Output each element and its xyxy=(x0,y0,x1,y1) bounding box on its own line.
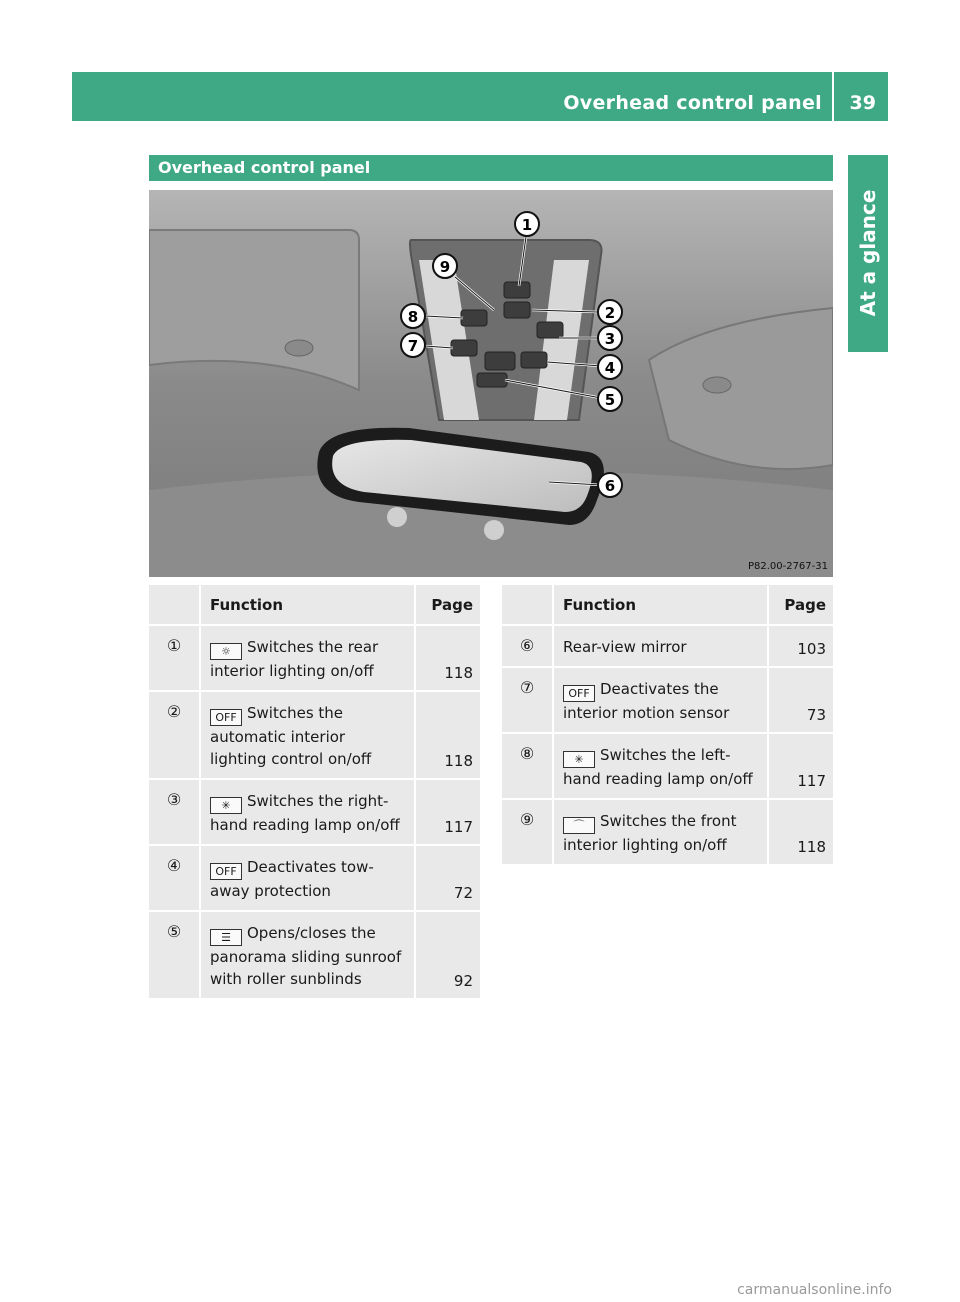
table-row xyxy=(149,912,480,1000)
page-reference: 103 xyxy=(769,626,833,668)
table-row xyxy=(149,692,480,780)
function-description-cell xyxy=(554,800,769,866)
function-description-cell xyxy=(201,780,416,846)
svg-text:1: 1 xyxy=(521,216,533,234)
page-reference: 118 xyxy=(416,626,480,692)
table-row xyxy=(149,846,480,912)
page-reference: 73 xyxy=(769,668,833,734)
auto-interior-light-off-icon: OFF xyxy=(210,709,242,726)
page-reference: 118 xyxy=(769,800,833,866)
svg-text:7: 7 xyxy=(407,337,419,355)
rear-interior-light-icon: ☼ xyxy=(210,643,242,660)
header-function: Function xyxy=(201,585,416,626)
header-function: Function xyxy=(554,585,769,626)
function-description-cell xyxy=(554,668,769,734)
svg-text:5: 5 xyxy=(604,391,616,409)
table-row xyxy=(502,668,833,734)
function-description: Switches the automatic interior lighting control on/off xyxy=(210,704,372,768)
reading-lamp-icon: ✳ xyxy=(563,751,595,768)
item-number: ⑦ xyxy=(502,668,554,734)
function-table-right xyxy=(502,585,833,866)
item-number: ④ xyxy=(149,846,201,912)
page-reference: 117 xyxy=(416,780,480,846)
callout-2 xyxy=(598,300,622,324)
callout-5 xyxy=(598,387,622,411)
function-description: Switches the left-hand reading lamp on/off xyxy=(563,746,753,788)
function-description-cell xyxy=(201,626,416,692)
sunroof-icon: ☰ xyxy=(210,929,242,946)
svg-text:6: 6 xyxy=(604,477,616,495)
item-number: ③ xyxy=(149,780,201,846)
chapter-tab xyxy=(848,155,888,352)
header-page: Page xyxy=(416,585,480,626)
callout-4 xyxy=(598,355,622,379)
svg-text:3: 3 xyxy=(604,330,616,348)
overhead-panel-photo xyxy=(149,190,833,577)
svg-text:4: 4 xyxy=(604,359,616,377)
page-header-bar xyxy=(72,72,888,121)
reading-lamp-icon: ✳ xyxy=(210,797,242,814)
section-title: Overhead control panel xyxy=(149,155,833,181)
function-description: Opens/closes the panorama sliding sunroof with roller sunblinds xyxy=(210,924,402,988)
item-number: ⑧ xyxy=(502,734,554,800)
function-description-cell xyxy=(554,626,769,668)
callout-3 xyxy=(598,326,622,350)
front-interior-light-icon: ⌒ xyxy=(563,817,595,834)
callout-6 xyxy=(598,473,622,497)
function-description: Rear-view mirror xyxy=(563,638,687,656)
function-description-cell xyxy=(554,734,769,800)
motion-sensor-off-icon: OFF xyxy=(563,685,595,702)
table-row xyxy=(502,626,833,668)
page-header-title: Overhead control panel xyxy=(563,92,822,114)
function-table-left xyxy=(149,585,480,1000)
function-description: Deactivates tow-away protection xyxy=(210,858,374,900)
table-header-row xyxy=(502,585,833,626)
page-reference: 118 xyxy=(416,692,480,780)
photo-reference-code: P82.00-2767-31 xyxy=(747,561,828,572)
page-reference: 92 xyxy=(416,912,480,1000)
function-description-cell xyxy=(201,912,416,1000)
header-page: Page xyxy=(769,585,833,626)
table-header-row xyxy=(149,585,480,626)
callout-7 xyxy=(401,333,425,357)
item-number: ② xyxy=(149,692,201,780)
function-description-cell xyxy=(201,692,416,780)
header-divider xyxy=(832,72,834,121)
header-number-cell xyxy=(149,585,201,626)
callout-8 xyxy=(401,304,425,328)
table-row xyxy=(502,734,833,800)
function-description: Switches the rear interior lighting on/off xyxy=(210,638,379,680)
chapter-tab-label: At a glance xyxy=(856,189,880,317)
svg-text:2: 2 xyxy=(604,304,616,322)
page-number: 39 xyxy=(849,92,876,114)
svg-text:9: 9 xyxy=(439,258,451,276)
watermark: carmanualsonline.info xyxy=(737,1282,892,1298)
page-reference: 72 xyxy=(416,846,480,912)
callout-1 xyxy=(515,212,539,236)
header-number-cell xyxy=(502,585,554,626)
item-number: ⑥ xyxy=(502,626,554,668)
table-row xyxy=(149,626,480,692)
tow-away-off-icon: OFF xyxy=(210,863,242,880)
overhead-panel-illustration xyxy=(149,190,833,577)
svg-text:8: 8 xyxy=(407,308,419,326)
item-number: ⑨ xyxy=(502,800,554,866)
function-description: Deactivates the interior motion sensor xyxy=(563,680,730,722)
table-row xyxy=(502,800,833,866)
item-number: ① xyxy=(149,626,201,692)
item-number: ⑤ xyxy=(149,912,201,1000)
function-description-cell xyxy=(201,846,416,912)
table-row xyxy=(149,780,480,846)
callout-9 xyxy=(433,254,457,278)
function-description: Switches the front interior lighting on/off xyxy=(563,812,737,854)
function-description: Switches the right-hand reading lamp on/off xyxy=(210,792,400,834)
page-reference: 117 xyxy=(769,734,833,800)
